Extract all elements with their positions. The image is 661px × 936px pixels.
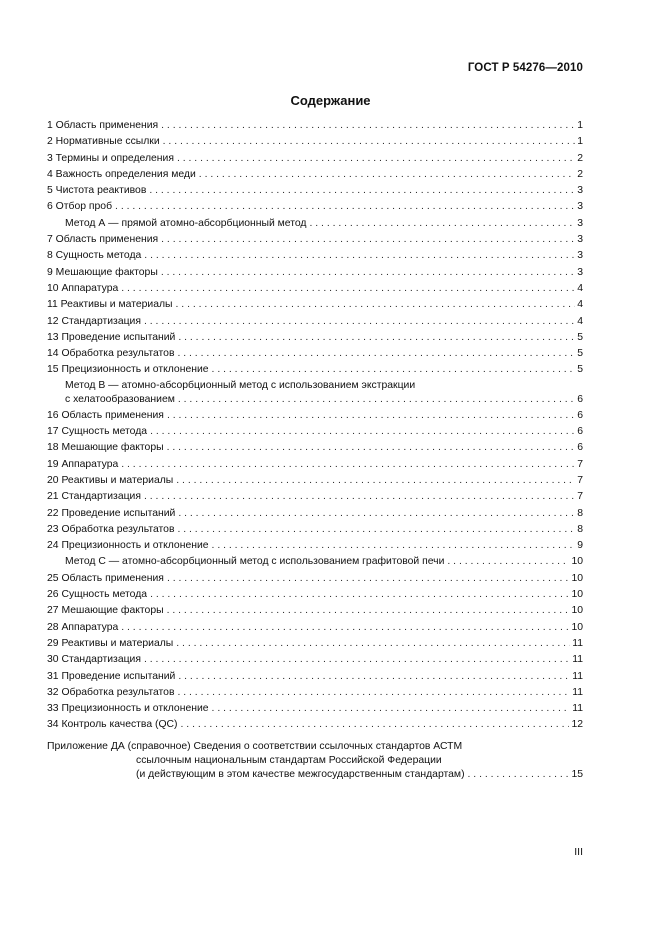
dot-leader (212, 362, 576, 378)
toc-entry[interactable] (47, 134, 583, 150)
toc-entry-page: 5 (577, 348, 583, 360)
toc-entry-page: 10 (571, 589, 583, 601)
toc-entry[interactable] (47, 522, 583, 538)
toc-entry-label: 11 Реактивы и материалы (47, 299, 173, 311)
dot-leader (181, 717, 570, 733)
toc-entry-label: 34 Контроль качества (QC) (47, 719, 178, 731)
dot-leader (447, 554, 569, 570)
toc-entry-label: Метод А — прямой атомно-абсорбционный метод (65, 217, 307, 229)
toc-entry-label: 16 Область применения (47, 409, 164, 421)
toc-entry[interactable] (47, 636, 583, 652)
toc-entry-page: 4 (577, 315, 583, 327)
dot-leader (115, 199, 575, 215)
toc-entry-label: 6 Отбор проб (47, 201, 113, 213)
toc-entry[interactable] (47, 118, 583, 134)
toc-entry-label: 2 Нормативные ссылки (47, 136, 160, 148)
toc-entry[interactable] (47, 685, 583, 701)
toc-entry-page: 10 (571, 572, 583, 584)
dot-leader (212, 538, 576, 554)
toc-entry-page: 2 (577, 152, 583, 164)
dot-leader (121, 620, 569, 636)
toc-entry-label: 10 Аппаратура (47, 282, 119, 294)
toc-entry[interactable] (47, 489, 583, 505)
toc-entry-label: 15 Прецизионность и отклонение (47, 364, 209, 376)
toc-entry-label: 4 Важность определения меди (47, 168, 196, 180)
dot-leader (176, 473, 575, 489)
dot-leader (167, 571, 570, 587)
toc-entry-label: 8 Сущность метода (47, 250, 142, 262)
toc-entry-label: 21 Стандартизация (47, 491, 141, 503)
toc-entry-label: 27 Мешающие факторы (47, 605, 164, 617)
toc-entry-page: 11 (572, 686, 583, 698)
toc-entry-page: 15 (571, 768, 583, 780)
dot-leader (163, 134, 576, 150)
toc-entry-label: 1 Область применения (47, 120, 159, 131)
toc-entry[interactable] (47, 473, 583, 489)
toc-entry-page: 11 (572, 654, 583, 666)
toc-entry[interactable] (47, 717, 583, 733)
dot-leader (121, 457, 575, 473)
toc-entry-label: 12 Стандартизация (47, 315, 141, 327)
toc-entry-label: 30 Стандартизация (47, 654, 141, 666)
toc-entry-page: 8 (577, 507, 583, 519)
toc-entry-page: 6 (577, 393, 583, 405)
toc-entry-page: 1 (577, 136, 583, 148)
toc-entry-page: 3 (577, 201, 583, 213)
toc-entry-page: 6 (577, 426, 583, 438)
dot-leader (167, 440, 576, 456)
toc-entry-page: 5 (577, 331, 583, 343)
toc-entry-label: 28 Аппаратура (47, 621, 119, 633)
dot-leader (161, 265, 575, 281)
dot-leader (178, 393, 575, 407)
page-number: III (574, 846, 583, 858)
toc-entry-label: ссылочным национальным стандартам Российской Федерации (136, 754, 442, 766)
toc-entry-page: 3 (577, 217, 583, 229)
toc-entry[interactable] (47, 167, 583, 183)
toc-entry[interactable] (47, 330, 583, 346)
toc-group-1 (47, 118, 583, 379)
dot-leader (167, 603, 570, 619)
dot-leader (199, 167, 575, 183)
toc-entry-label: 25 Область применения (47, 572, 164, 584)
dot-leader (144, 314, 575, 330)
dot-leader (161, 118, 575, 134)
table-of-contents (47, 118, 583, 782)
toc-entry-page: 2 (577, 168, 583, 180)
toc-entry-page: 1 (577, 120, 583, 131)
toc-entry-label: Приложение ДА (справочное) Сведения о соответствии ссылочных стандартов АСТМ (47, 740, 463, 752)
toc-entry-page: 4 (577, 282, 583, 294)
toc-entry-page: 6 (577, 409, 583, 421)
toc-group-2 (47, 408, 583, 734)
toc-entry[interactable] (47, 571, 583, 587)
toc-entry[interactable] (47, 652, 583, 668)
toc-entry[interactable] (47, 362, 583, 378)
toc-entry[interactable] (47, 199, 583, 215)
dot-leader (167, 408, 575, 424)
toc-entry-label: 23 Обработка результатов (47, 523, 175, 535)
toc-entry-page: 8 (577, 523, 583, 535)
dot-leader (150, 424, 575, 440)
toc-entry-page: 3 (577, 234, 583, 246)
toc-entry-page: 5 (577, 364, 583, 376)
toc-entry-page: 7 (577, 474, 583, 486)
toc-entry-label: 22 Проведение испытаний (47, 507, 176, 519)
dot-leader (150, 587, 569, 603)
toc-entry[interactable] (47, 346, 583, 362)
toc-entry-page: 11 (572, 637, 583, 649)
toc-entry-label: 24 Прецизионность и отклонение (47, 540, 209, 552)
dot-leader (178, 506, 575, 522)
dot-leader (468, 768, 570, 782)
toc-entry-page: 3 (577, 185, 583, 197)
toc-entry-label: 13 Проведение испытаний (47, 331, 176, 343)
toc-entry-label: 5 Чистота реактивов (47, 185, 147, 197)
toc-entry-page: 11 (572, 703, 583, 715)
dot-leader (178, 330, 575, 346)
toc-entry-annex[interactable] (47, 740, 583, 782)
toc-entry[interactable] (47, 669, 583, 685)
toc-entry-label: 9 Мешающие факторы (47, 266, 158, 278)
toc-entry[interactable] (47, 701, 583, 717)
dot-leader (310, 216, 576, 232)
toc-entry-page: 10 (571, 621, 583, 633)
toc-entry-label: 26 Сущность метода (47, 589, 148, 601)
toc-entry-page: 9 (577, 540, 583, 552)
toc-entry-label: Метод В — атомно-абсорбционный метод с использованием экстракции (65, 379, 416, 391)
toc-entry-label: 17 Сущность метода (47, 426, 148, 438)
toc-entry[interactable] (47, 603, 583, 619)
toc-entry-label: 20 Реактивы и материалы (47, 474, 174, 486)
toc-entry-page: 10 (571, 605, 583, 617)
toc-entry[interactable] (47, 506, 583, 522)
toc-entry-page: 3 (577, 266, 583, 278)
toc-entry[interactable] (47, 232, 583, 248)
toc-entry[interactable] (47, 620, 583, 636)
toc-entry[interactable] (47, 424, 583, 440)
dot-leader (212, 701, 571, 717)
dot-leader (178, 669, 570, 685)
toc-entry-label: 3 Термины и определения (47, 152, 174, 164)
toc-entry-method-b[interactable] (47, 379, 583, 407)
dot-leader (144, 489, 575, 505)
dot-leader (177, 685, 570, 701)
toc-entry-label: (и действующим в этом качестве межгосударственным стандартам) (136, 768, 465, 780)
toc-entry[interactable] (47, 281, 583, 297)
dot-leader (161, 232, 575, 248)
toc-entry-label: 19 Аппаратура (47, 458, 119, 470)
toc-entry-page: 12 (571, 719, 583, 731)
toc-entry-label: 7 Область применения (47, 234, 159, 246)
dot-leader (121, 281, 575, 297)
toc-entry[interactable] (47, 440, 583, 456)
dot-leader (176, 636, 570, 652)
toc-entry-label: 29 Реактивы и материалы (47, 637, 174, 649)
toc-entry-page: 7 (577, 458, 583, 470)
toc-entry[interactable] (47, 408, 583, 424)
toc-entry[interactable] (47, 554, 583, 570)
dot-leader (144, 248, 575, 264)
dot-leader (176, 297, 576, 313)
toc-entry[interactable] (47, 457, 583, 473)
toc-entry-label: с хелатообразованием (65, 393, 175, 405)
toc-entry-label: Метод С — атомно-абсорбционный метод с использованием графитовой печи (65, 556, 445, 568)
toc-entry-page: 4 (577, 299, 583, 311)
toc-entry[interactable] (47, 297, 583, 313)
toc-entry[interactable] (47, 314, 583, 330)
toc-entry-page: 7 (577, 491, 583, 503)
toc-entry-page: 3 (577, 250, 583, 262)
toc-entry[interactable] (47, 265, 583, 281)
toc-entry-page: 11 (572, 670, 583, 682)
dot-leader (144, 652, 570, 668)
toc-entry[interactable] (47, 248, 583, 264)
dot-leader (177, 346, 575, 362)
toc-entry-label: 18 Мешающие факторы (47, 442, 164, 454)
standard-code: ГОСТ Р 54276—2010 (467, 62, 583, 74)
toc-entry[interactable] (47, 183, 583, 199)
toc-entry[interactable] (47, 216, 583, 232)
toc-entry[interactable] (47, 538, 583, 554)
toc-entry-page: 6 (577, 442, 583, 454)
dot-leader (177, 151, 575, 167)
dot-leader (149, 183, 575, 199)
dot-leader (177, 522, 575, 538)
toc-title: Содержание (290, 93, 371, 108)
toc-entry-page: 10 (571, 556, 583, 568)
toc-entry-label: 33 Прецизионность и отклонение (47, 703, 209, 715)
toc-entry-label: 32 Обработка результатов (47, 686, 175, 698)
toc-entry[interactable] (47, 151, 583, 167)
toc-entry-label: 31 Проведение испытаний (47, 670, 176, 682)
toc-entry[interactable] (47, 587, 583, 603)
toc-entry-label: 14 Обработка результатов (47, 348, 175, 360)
